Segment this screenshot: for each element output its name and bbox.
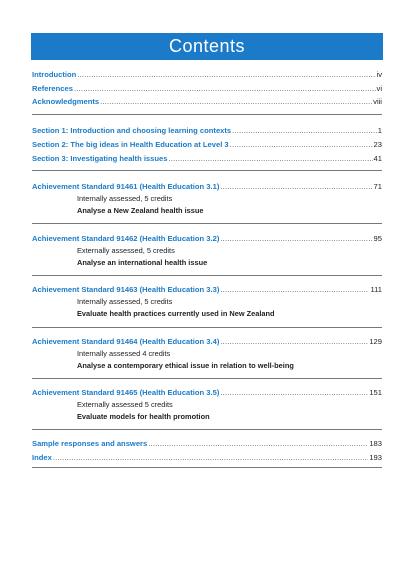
toc-entry-standard-91463[interactable] [32,284,382,296]
toc-entry-standard-91464[interactable] [32,336,382,348]
divider [32,275,382,276]
leader-dots [230,139,373,151]
leader-dots [168,153,372,165]
assessment-note: Externally assessed, 5 credits [77,246,175,255]
leader-dots [220,181,372,193]
toc-entry-page: iv [376,70,382,79]
divider [32,429,382,430]
toc-entry-page: 1 [377,126,382,135]
leader-dots [100,96,372,108]
standard-description: Analyse an international health issue [77,258,208,267]
toc-entry-page: 23 [373,140,382,149]
assessment-note: Externally assessed 5 credits [77,400,173,409]
standard-description: Evaluate models for health promotion [77,412,210,421]
toc-entry-page: 71 [373,182,382,191]
toc-entry-label: Section 3: Investigating health issues [32,154,168,163]
standard-description: Analyse a contemporary ethical issue in relation to well-being [77,361,294,370]
leader-dots [74,83,376,95]
toc-entry-label: Achievement Standard 91461 (Health Education 3.1) [32,182,220,191]
toc-entry-page: 129 [369,337,382,346]
page-title: Contents [31,33,383,60]
toc-entry-page: 111 [370,285,382,294]
leader-dots [53,452,368,464]
toc-entry-standard-91461[interactable] [32,181,382,193]
toc-entry-sample-responses[interactable] [32,438,382,450]
toc-entry-section-1[interactable] [32,125,382,137]
toc-entry-label: Acknowledgments [32,97,100,106]
toc-entry-label: Achievement Standard 91465 (Health Education 3.5) [32,388,220,397]
divider [32,467,382,468]
divider [32,170,382,171]
toc-entry-page: 95 [373,234,382,243]
toc-entry-index[interactable] [32,452,382,464]
leader-dots [220,387,368,399]
assessment-note: Internally assessed, 5 credits [77,194,173,203]
toc-entry-page: 193 [369,453,382,462]
divider [32,114,382,115]
leader-dots [148,438,368,450]
toc-entry-label: Achievement Standard 91463 (Health Education 3.3) [32,285,220,294]
toc-entry-label: Sample responses and answers [32,439,148,448]
assessment-note: Internally assessed, 5 credits [77,297,173,306]
toc-entry-label: Achievement Standard 91464 (Health Education 3.4) [32,337,220,346]
toc-entry-standard-91462[interactable] [32,233,382,245]
toc-entry-introduction[interactable] [32,69,382,81]
toc-entry-page: 41 [373,154,382,163]
toc-entry-references[interactable] [32,83,382,95]
toc-entry-label: Section 1: Introduction and choosing learning contexts [32,126,232,135]
toc-entry-label: References [32,84,73,93]
toc-entry-page: 183 [369,439,382,448]
standard-description: Analyse a New Zealand health issue [77,206,204,215]
divider [32,378,382,379]
toc-entry-page: 151 [369,388,382,397]
leader-dots [220,233,372,245]
leader-dots [232,125,377,137]
toc-entry-section-3[interactable] [32,153,382,165]
toc-entry-label: Section 2: The big ideas in Health Education at Level 3 [32,140,229,149]
toc-entry-standard-91465[interactable] [32,387,382,399]
toc-entry-section-2[interactable] [32,139,382,151]
toc-entry-acknowledgments[interactable] [32,96,382,108]
toc-entry-page: viii [373,97,382,106]
standard-description: Evaluate health practices currently used in New Zealand [77,309,275,318]
leader-dots [220,336,368,348]
assessment-note: Internally assessed 4 credits [77,349,171,358]
toc-entry-label: Index [32,453,52,462]
toc-entry-page: vi [376,84,382,93]
divider [32,223,382,224]
leader-dots [220,284,369,296]
toc-entry-label: Introduction [32,70,77,79]
divider [32,327,382,328]
leader-dots [77,69,375,81]
toc-entry-label: Achievement Standard 91462 (Health Education 3.2) [32,234,220,243]
